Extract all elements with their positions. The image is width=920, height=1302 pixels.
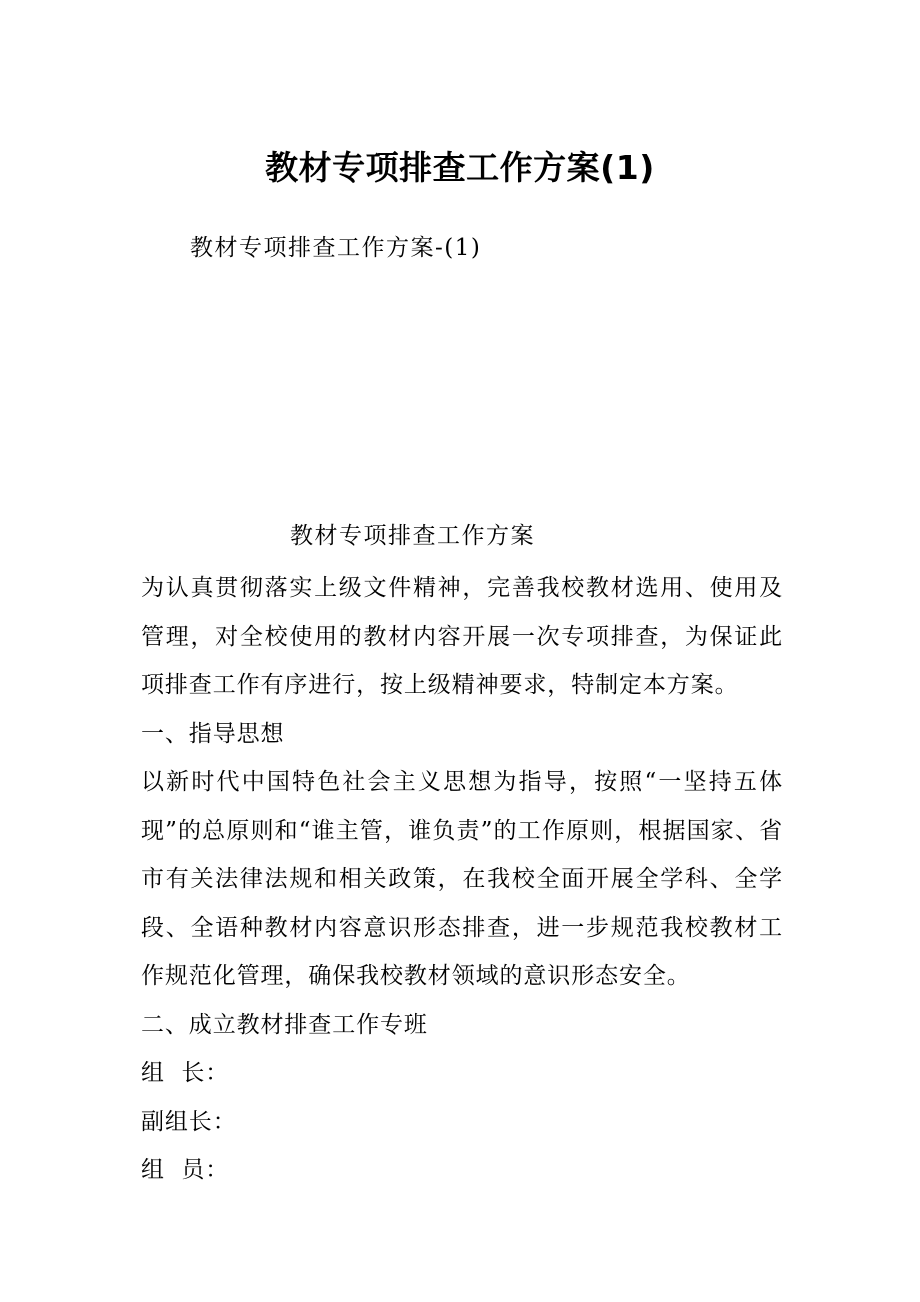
- team-deputy-line: 副组长：: [141, 1108, 237, 1135]
- body-heading: 教材专项排查工作方案: [290, 523, 535, 549]
- document-title: 教材专项排查工作方案(1): [265, 148, 655, 187]
- document-subtitle: 教材专项排查工作方案-(1): [190, 235, 482, 261]
- document-body: [141, 564, 783, 1195]
- intro-paragraph: 为认真贯彻落实上级文件精神，完善我校教材选用、使用及管理，对全校使用的教材内容开展一次专项排查，为保证此项排查工作有序进行，按上级精神要求，特制定本方案。: [141, 575, 783, 698]
- team-member-line: 组 员：: [141, 1157, 230, 1183]
- guiding-thought-paragraph: 以新时代中国特色社会主义思想为指导，按照“一坚持五体现”的总原则和“谁主管，谁负责”的工作原则，根据国家、省市有关法律法规和相关政策，在我校全面开展全学科、全学段、全语种教材内容意识形态排查，进一步规范我校教材工作规范化管理，确保我校教材领域的意识形态安全。: [141, 769, 783, 989]
- section-title-work-team: 二、成立教材排查工作专班: [141, 1011, 428, 1038]
- section-title-guiding-thought: 一、指导思想: [141, 720, 285, 747]
- team-leader-line: 组 长：: [141, 1060, 230, 1086]
